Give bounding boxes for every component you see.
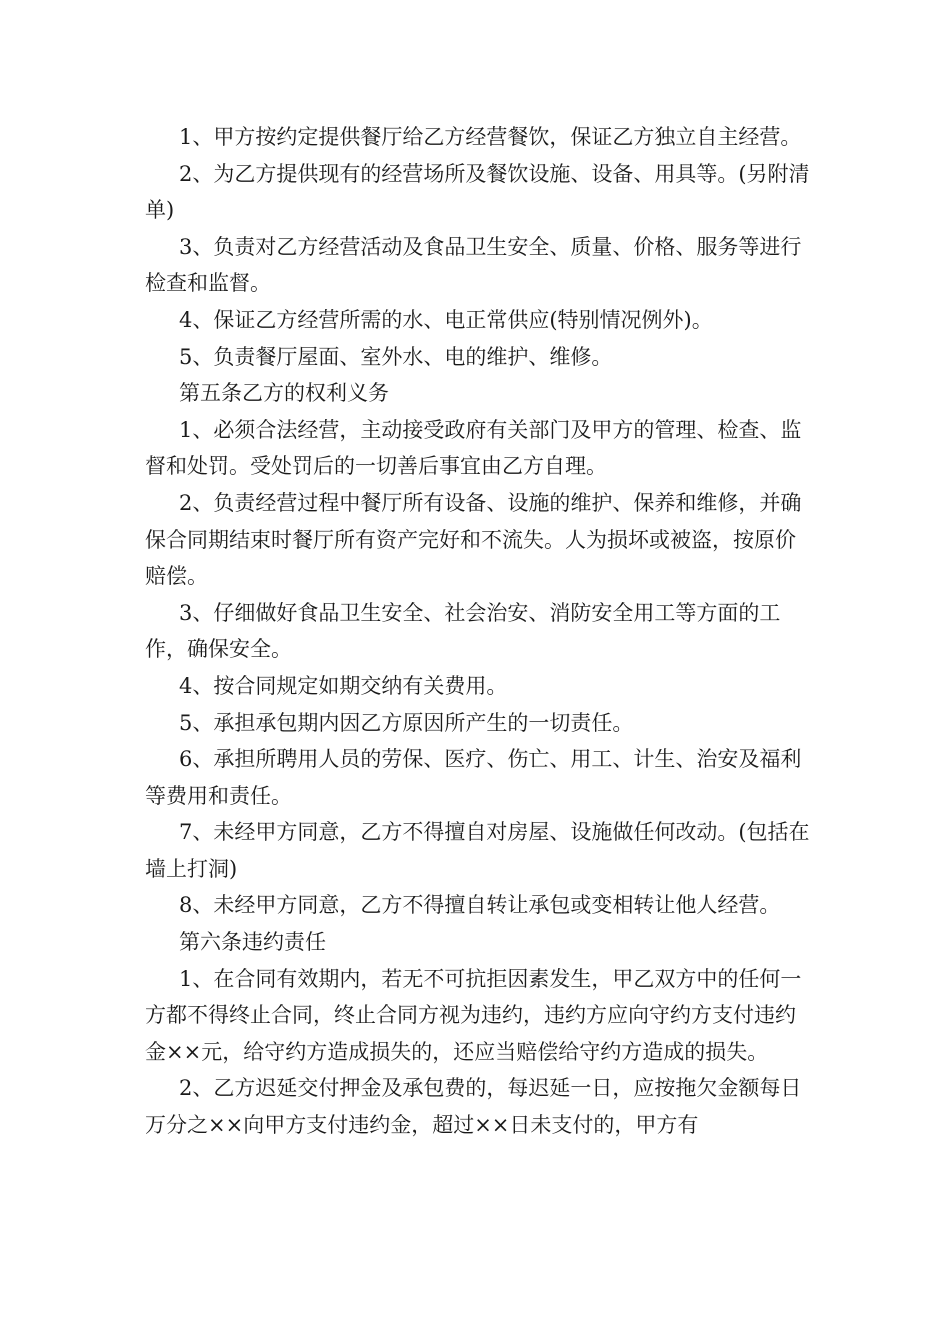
paragraph: 1、在合同有效期内，若无不可抗拒因素发生，甲乙双方中的任何一方都不得终止合同，终止合同方视为违约，违约方应向守约方支付违约金××元，给守约方造成损失的，还应当赔偿给守约方造成的损失。 [145, 966, 802, 1064]
paragraph: 6、承担所聘用人员的劳保、医疗、伤亡、用工、计生、治安及福利等费用和责任。 [145, 747, 802, 808]
paragraph: 3、仔细做好食品卫生安全、社会治安、消防安全用工等方面的工作，确保安全。 [145, 600, 781, 662]
paragraph: 7、未经甲方同意，乙方不得擅自对房屋、设施做任何改动。(包括在墙上打洞) [145, 820, 810, 881]
paragraph: 5、承担承包期内因乙方原因所产生的一切责任。 [179, 710, 634, 735]
section-heading: 第六条违约责任 [179, 930, 326, 955]
paragraph: 8、未经甲方同意，乙方不得擅自转让承包或变相转让他人经营。 [179, 893, 781, 918]
document-body [145, 119, 815, 1144]
paragraph: 3、负责对乙方经营活动及食品卫生安全、质量、价格、服务等进行检查和监督。 [145, 234, 802, 296]
paragraph: 2、为乙方提供现有的经营场所及餐饮设施、设备、用具等。(另附清单) [145, 161, 810, 223]
paragraph: 2、负责经营过程中餐厅所有设备、设施的维护、保养和维修，并确保合同期结束时餐厅所有资产完好和不流失。人为损坏或被盗，按原价赔偿。 [145, 490, 802, 589]
paragraph: 1、甲方按约定提供餐厅给乙方经营餐饮，保证乙方独立自主经营。 [179, 125, 802, 149]
paragraph: 1、必须合法经营，主动接受政府有关部门及甲方的管理、检查、监督和处罚。受处罚后的一切善后事宜由乙方自理。 [145, 417, 802, 479]
paragraph: 5、负责餐厅屋面、室外水、电的维护、维修。 [179, 344, 613, 369]
paragraph: 4、保证乙方经营所需的水、电正常供应(特别情况例外)。 [179, 307, 713, 332]
paragraph: 2、乙方迟延交付押金及承包费的，每迟延一日，应按拖欠金额每日万分之××向甲方支付违约金，超过××日未支付的，甲方有 [145, 1076, 802, 1138]
paragraph: 4、按合同规定如期交纳有关费用。 [179, 673, 508, 698]
section-heading: 第五条乙方的权利义务 [179, 381, 389, 406]
